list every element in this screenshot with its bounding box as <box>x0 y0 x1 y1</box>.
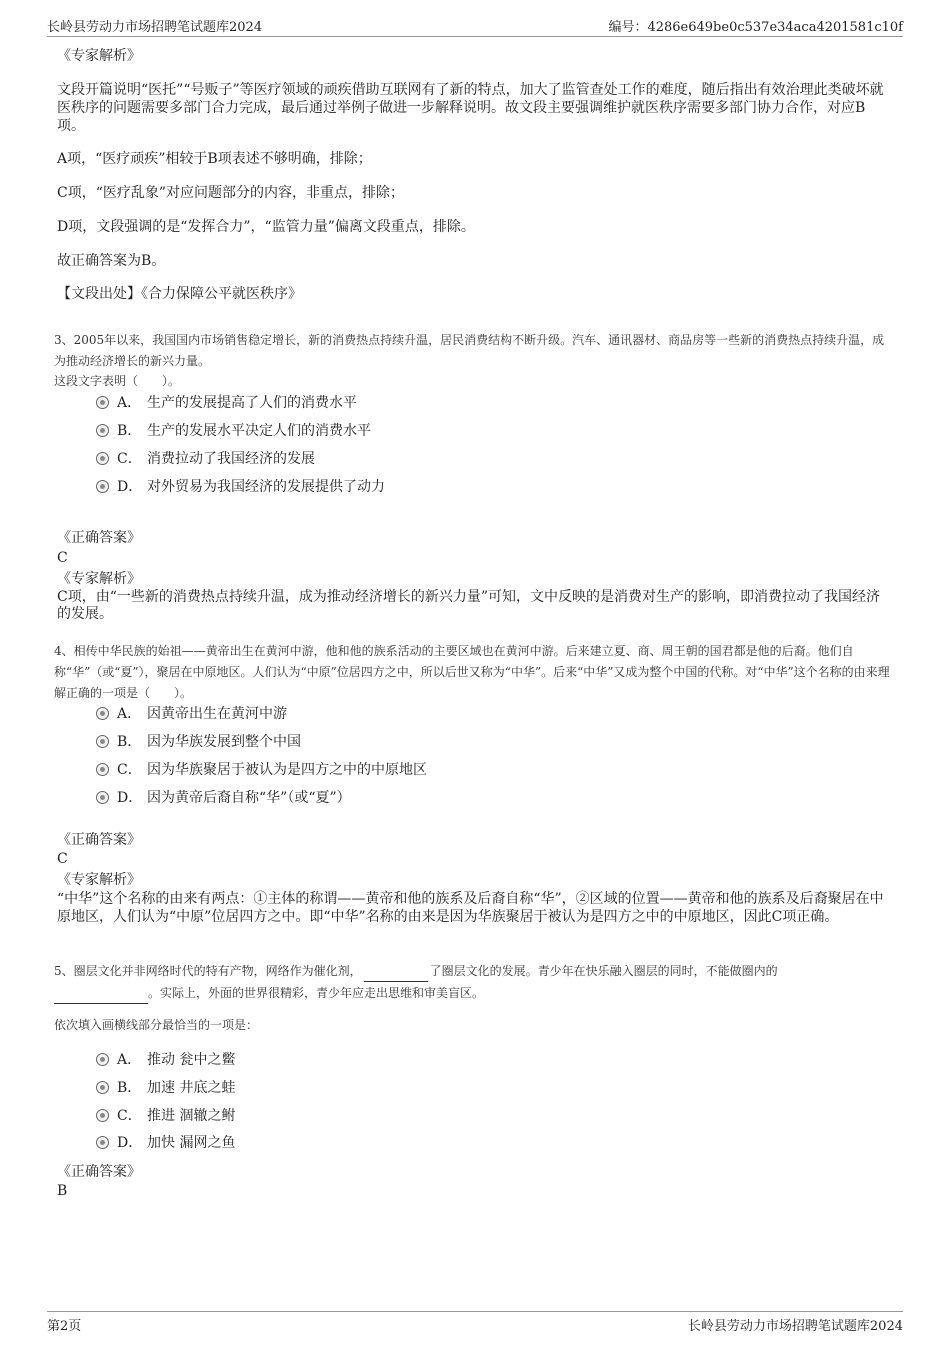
option-text: 加快 漏网之鱼 <box>147 1135 236 1151</box>
option-letter: C． <box>117 1108 142 1124</box>
q5-option-a[interactable] <box>96 1049 235 1071</box>
option-text: 生产的发展提高了人们的消费水平 <box>147 395 357 411</box>
prev-analysis-label: 《专家解析》 <box>57 48 141 64</box>
header-title: 长岭县劳动力市场招聘笔试题库2024 <box>47 20 263 35</box>
option-text: 加速 井底之蛙 <box>147 1080 236 1096</box>
q3-option-d[interactable] <box>96 476 385 498</box>
option-letter: B． <box>117 734 142 750</box>
option-text: 因为华族发展到整个中国 <box>147 734 301 750</box>
option-text: 因为华族聚居于被认为是四方之中的中原地区 <box>147 762 427 778</box>
q3-analysis-label: 《专家解析》 <box>57 571 141 587</box>
q4-option-b[interactable] <box>96 731 301 753</box>
prev-a-line: A项，“医疗顽疾”相较于B项表述不够明确，排除； <box>57 151 372 167</box>
option-letter: D． <box>117 790 143 806</box>
q4-option-d[interactable] <box>96 787 351 809</box>
q3-text: 3、2005年以来，我国国内市场销售稳定增长，新的消费热点持续升温，居民消费结构不断升级。汽车、通讯器材、商品房等一些新的消费热点持续升温，成为推动经济增长的新兴力量。 <box>54 333 885 368</box>
q5-option-b[interactable] <box>96 1077 235 1099</box>
option-text: 因黄帝出生在黄河中游 <box>147 706 287 722</box>
radio-icon[interactable] <box>96 1081 109 1094</box>
radio-icon[interactable] <box>96 424 109 437</box>
radio-icon[interactable] <box>96 396 109 409</box>
radio-icon[interactable] <box>96 452 109 465</box>
option-text: 推动 瓮中之鳖 <box>147 1052 236 1068</box>
q3-answer-label: 《正确答案》 <box>57 530 141 546</box>
q3-prompt: 这段文字表明（ ）。 <box>54 374 181 388</box>
q4-analysis-label: 《专家解析》 <box>57 872 141 888</box>
radio-icon[interactable] <box>96 1109 109 1122</box>
q3-option-c[interactable] <box>96 448 315 470</box>
footer-title: 长岭县劳动力市场招聘笔试题库2024 <box>687 1319 903 1334</box>
q5-text-b: 了圈层文化的发展。青少年在快乐融入圈层的同时，不能做圈内的 <box>429 964 778 978</box>
option-letter: A． <box>117 1052 142 1068</box>
q4-option-a[interactable] <box>96 703 287 725</box>
q5-text <box>54 960 894 1004</box>
q5-blank-1 <box>364 960 428 982</box>
radio-icon[interactable] <box>96 735 109 748</box>
radio-icon[interactable] <box>96 1136 109 1149</box>
header-code: 编号：4286e649be0c537e34aca4201581c10f <box>608 20 903 35</box>
prev-analysis-text: 文段开篇说明“医托”“号贩子”等医疗领域的顽疾借助互联网有了新的特点，加大了监管查处工作的难度，随后指出有效治理此类破坏就医秩序的问题需要多部门合力完成，最后通过举例子做进一步解释说明。故文段主要强调维护就医秩序需要多部门协力合作，对应B项。 <box>57 82 884 134</box>
option-letter: D． <box>117 479 143 495</box>
option-letter: A． <box>117 395 142 411</box>
prev-c-line: C项，“医疗乱象”对应问题部分的内容，非重点，排除； <box>57 185 405 201</box>
option-text: 因为黄帝后裔自称“华”（或“夏”） <box>147 790 351 806</box>
q5-answer: B <box>57 1183 68 1199</box>
page-footer <box>47 1311 903 1334</box>
option-letter: D． <box>117 1135 143 1151</box>
q5-option-c[interactable] <box>96 1105 235 1127</box>
option-letter: B． <box>117 423 142 439</box>
q3-option-b[interactable] <box>96 420 371 442</box>
q5-option-d[interactable] <box>96 1132 235 1154</box>
option-text: 生产的发展水平决定人们的消费水平 <box>147 423 371 439</box>
q4-analysis: “中华”这个名称的由来有两点：①主体的称谓——黄帝和他的族系及后裔自称“华”，②区域的位置——黄帝和他的族系及后裔聚居在中原地区，人们认为“中原”位居四方之中。即“中华”名称的由来是因为华族聚居于被认为是四方之中的中原地区，因此C项正确。 <box>57 891 884 925</box>
q3-analysis: C项，由“一些新的消费热点持续升温，成为推动经济增长的新兴力量”可知，文中反映的是消费对生产的影响，即消费拉动了我国经济的发展。 <box>57 589 881 622</box>
radio-icon[interactable] <box>96 1053 109 1066</box>
prev-d-line: D项，文段强调的是“发挥合力”，“监管力量”偏离文段重点，排除。 <box>57 219 475 235</box>
q5-prompt: 依次填入画横线部分最恰当的一项是： <box>54 1018 259 1032</box>
option-letter: B． <box>117 1080 142 1096</box>
prev-source: 【文段出处】《合力保障公平就医秩序》 <box>57 286 302 302</box>
q4-text: 4、相传中华民族的始祖——黄帝出生在黄河中游，他和他的族系活动的主要区域也在黄河中游。后来建立夏、商、周王朝的国君都是他的后裔。他们自称“华”（或“夏”），聚居在中原地区。人们认为“中原”位居四方之中，所以后世又称为“中华”。后来“中华”又成为整个中国的代称。对“中华”这个名称的由来理解正确的一项是（ ）。 <box>54 644 890 700</box>
option-letter: A． <box>117 706 142 722</box>
radio-icon[interactable] <box>96 791 109 804</box>
q5-text-a: 5、圈层文化并非网络时代的特有产物，网络作为催化剂， <box>54 964 362 978</box>
q5-text-c: 。实际上，外面的世界很精彩，青少年应走出思维和审美盲区。 <box>148 986 485 1000</box>
option-text: 对外贸易为我国经济的发展提供了动力 <box>147 479 385 495</box>
radio-icon[interactable] <box>96 480 109 493</box>
option-text: 消费拉动了我国经济的发展 <box>147 451 315 467</box>
q5-answer-label: 《正确答案》 <box>57 1164 141 1180</box>
q4-option-c[interactable] <box>96 759 427 781</box>
footer-page-number: 第2页 <box>47 1319 82 1334</box>
q3-option-a[interactable] <box>96 392 357 414</box>
radio-icon[interactable] <box>96 707 109 720</box>
radio-icon[interactable] <box>96 763 109 776</box>
q4-answer-label: 《正确答案》 <box>57 832 141 848</box>
q5-blank-2 <box>54 982 148 1004</box>
q3-answer: C <box>57 550 68 566</box>
option-text: 推进 涸辙之鲋 <box>147 1108 236 1124</box>
page-header <box>47 14 903 37</box>
option-letter: C． <box>117 762 142 778</box>
prev-conclusion: 故正确答案为B。 <box>57 253 166 269</box>
option-letter: C． <box>117 451 142 467</box>
q4-answer: C <box>57 851 68 867</box>
